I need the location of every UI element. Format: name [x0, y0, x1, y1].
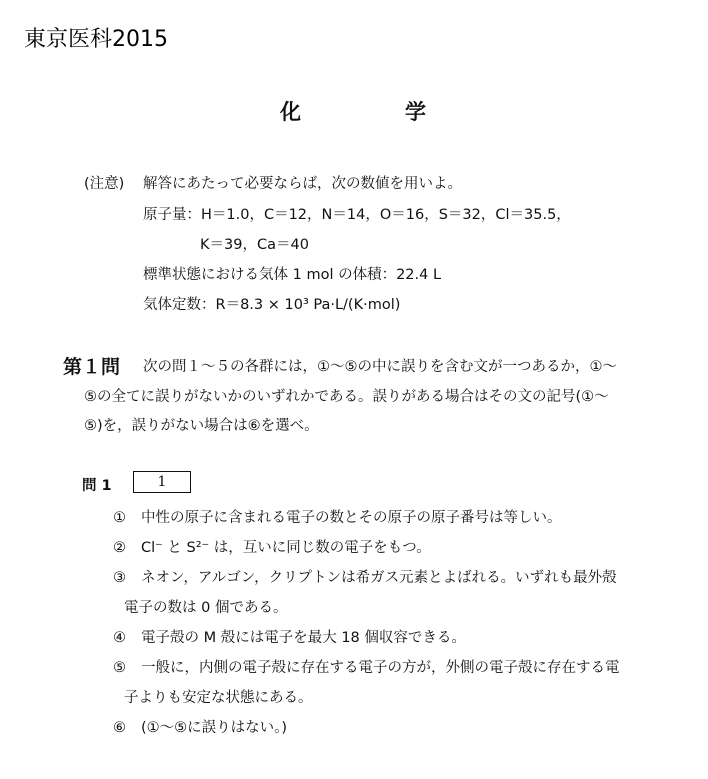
choice-number: ③ [113, 570, 126, 586]
atomic-weights-line-1: 原子量：H＝1.0，C＝12，N＝14，O＝16，S＝32，Cl＝35.5， [143, 207, 571, 223]
choice-3[interactable] [113, 566, 617, 587]
choice-number: ⑤ [113, 660, 126, 676]
gas-molar-volume: 標準状態における気体 1 mol の体積：22.4 L [143, 267, 442, 283]
answer-box[interactable]: 1 [133, 471, 191, 493]
choice-text: 電子殻の M 殻には電子を最大 18 個収容できる。 [141, 630, 466, 646]
question-text-line-3: ⑤)を，誤りがない場合は⑥を選べ。 [84, 418, 319, 434]
gas-constant: 気体定数：R＝8.3 × 10³ Pa·L/(K·mol) [143, 297, 401, 313]
choice-text: 一般に，内側の電子殻に存在する電子の方が，外側の電子殻に存在する電 [141, 660, 620, 676]
subject-title-char-2: 学 [405, 99, 427, 124]
subject-title-char-1: 化 [280, 99, 302, 124]
choice-1[interactable] [113, 506, 562, 527]
choice-text: 電子の数は 0 個である。 [124, 600, 288, 616]
exam-header-title: 東京医科2015 [24, 27, 168, 52]
question-text-line-1: 次の問１～５の各群には，①～⑤の中に誤りを含む文が一つあるか，①～ [143, 359, 617, 375]
choice-6[interactable] [113, 716, 287, 737]
question-title: 第１問 [63, 356, 121, 378]
choice-text: ネオン，アルゴン，クリプトンは希ガス元素とよばれる。いずれも最外殻 [141, 570, 617, 586]
choice-text: (①～⑤に誤りはない。) [141, 720, 288, 736]
choice-number: ⑥ [113, 720, 126, 736]
note-label: (注意) [84, 176, 125, 192]
choice-4[interactable] [113, 626, 466, 647]
choice-text: Cl⁻ と S²⁻ は，互いに同じ数の電子をもつ。 [141, 540, 431, 556]
sub-question-label: 問 1 [82, 478, 112, 494]
choice-text: 子よりも安定な状態にある。 [124, 690, 313, 706]
question-text-line-2: ⑤の全てに誤りがないかのいずれかである。誤りがある場合はその文の記号(①～ [84, 389, 609, 405]
choice-number: ② [113, 540, 126, 556]
choice-3-continued [124, 596, 287, 617]
choice-text: 中性の原子に含まれる電子の数とその原子の原子番号は等しい。 [141, 510, 562, 526]
note-intro: 解答にあたって必要ならば，次の数値を用いよ。 [143, 176, 462, 192]
choice-5-continued [124, 686, 313, 707]
atomic-weights-line-2: K＝39，Ca＝40 [200, 237, 309, 253]
choice-number: ① [113, 510, 126, 526]
choice-number: ④ [113, 630, 126, 646]
choice-5[interactable] [113, 656, 620, 677]
choice-2[interactable] [113, 536, 431, 557]
